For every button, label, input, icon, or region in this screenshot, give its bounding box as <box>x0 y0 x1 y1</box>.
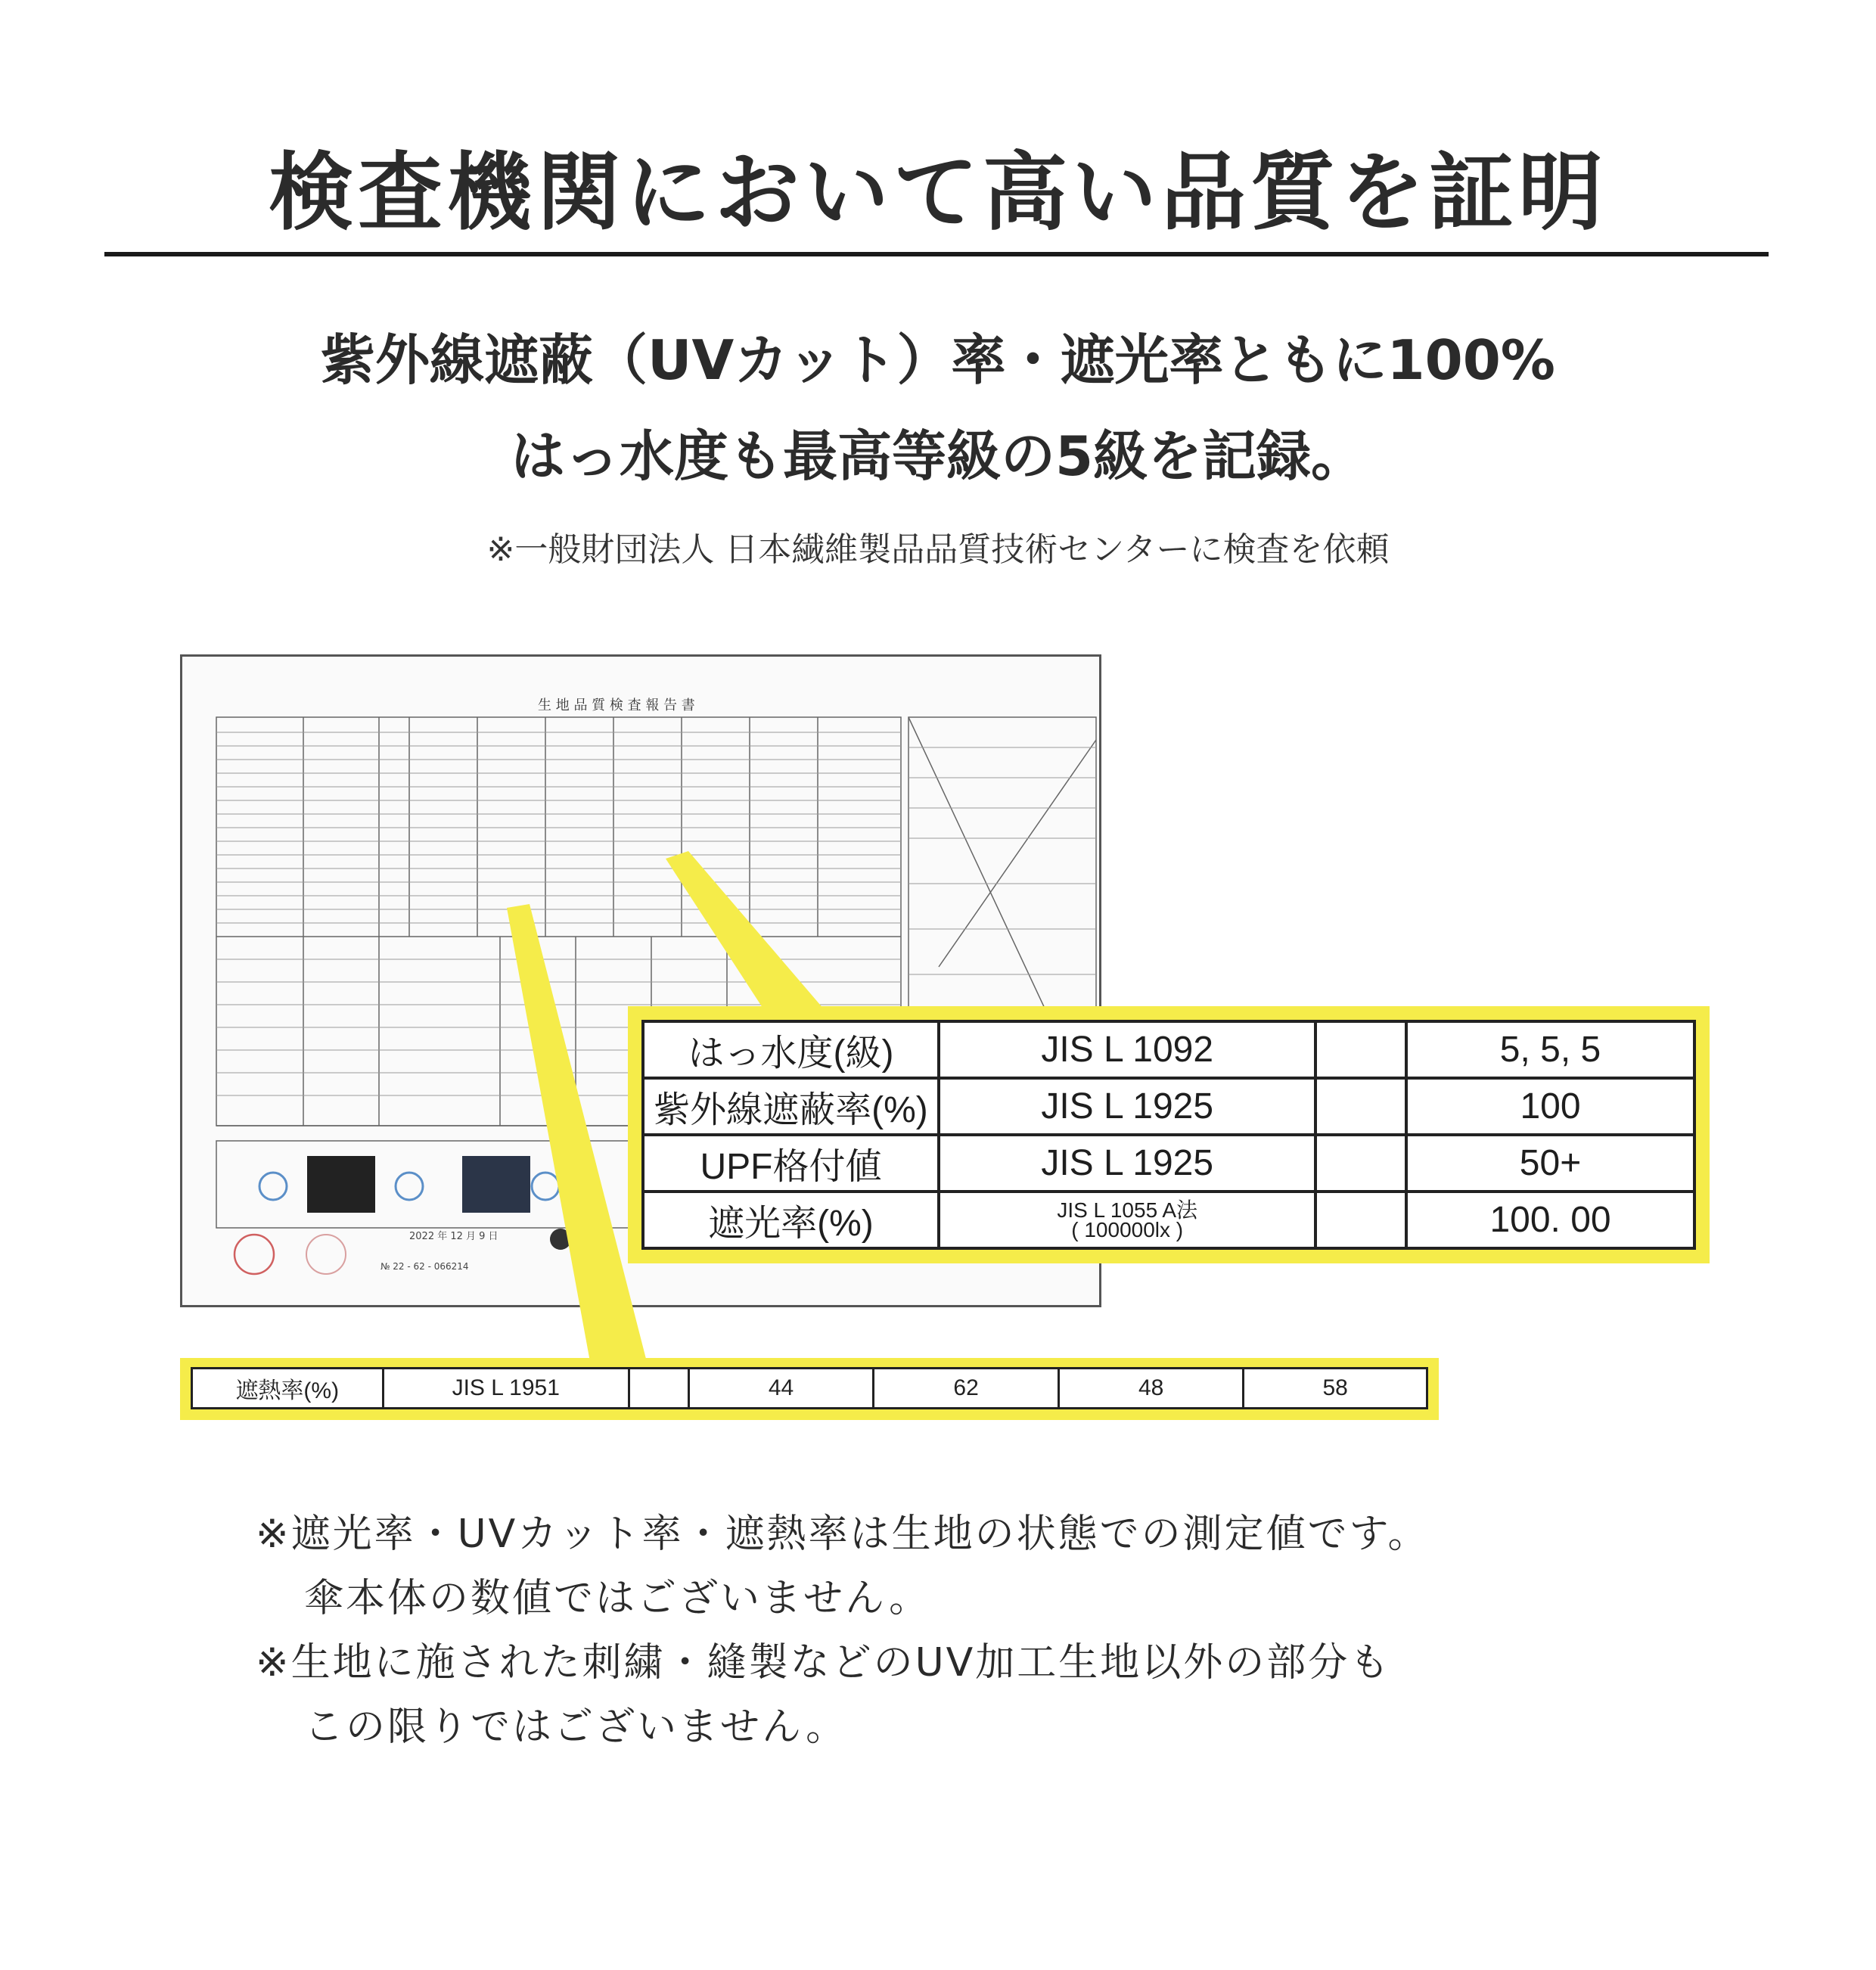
bottom-note-2: 傘本体の数値ではございません。 <box>304 1576 931 1621</box>
heat-value: 44 <box>688 1369 874 1409</box>
result-callout <box>628 1006 1710 1263</box>
report-number: № 22 - 62 - 066214 <box>380 1261 469 1272</box>
row-blank <box>1315 1192 1406 1248</box>
report-title: 生 地 品 質 検 査 報 告 書 <box>538 698 695 713</box>
row-method: JIS L 1925 <box>939 1078 1316 1135</box>
bottom-note-1: ※遮光率・UVカット率・遮熱率は生地の状態での測定値です。 <box>256 1512 1430 1557</box>
table-row <box>643 1192 1694 1248</box>
row-item: 紫外線遮蔽率(%) <box>643 1078 939 1135</box>
row-value: 5, 5, 5 <box>1406 1021 1694 1078</box>
heat-shield-table <box>191 1367 1428 1409</box>
row-item: はっ水度(級) <box>643 1021 939 1078</box>
table-row <box>643 1078 1694 1135</box>
heat-item: 遮熱率(%) <box>192 1369 384 1409</box>
heat-value: 58 <box>1244 1369 1427 1409</box>
heat-value: 62 <box>874 1369 1059 1409</box>
agency-note: ※一般財団法人 日本繊維製品品質技術センターに検査を依頼 <box>486 530 1390 569</box>
heat-value: 48 <box>1058 1369 1244 1409</box>
row-blank <box>1315 1078 1406 1135</box>
row-method: JIS L 1092 <box>939 1021 1316 1078</box>
bottom-note-3: ※生地に施された刺繍・縫製などのUV加工生地以外の部分も <box>256 1640 1392 1686</box>
row-blank <box>1315 1135 1406 1192</box>
row-item: 遮光率(%) <box>643 1192 939 1248</box>
row-value: 100. 00 <box>1406 1192 1694 1248</box>
method-line-1: JIS L 1055 A法 <box>1057 1198 1198 1222</box>
heat-method: JIS L 1951 <box>383 1369 629 1409</box>
bottom-note-4: この限りではございません。 <box>304 1704 848 1750</box>
lead-line-2: はっ水度も最高等級の5級を記録。 <box>510 424 1366 488</box>
page-title: 検査機関において高い品質を証明 <box>269 144 1607 242</box>
table-row <box>643 1135 1694 1192</box>
report-date: 2022 年 12 月 9 日 <box>409 1231 499 1242</box>
lead-line-1: 紫外線遮蔽（UVカット）率・遮光率ともに100% <box>321 328 1555 392</box>
row-method: JIS L 1925 <box>939 1135 1316 1192</box>
row-item: UPF格付値 <box>643 1135 939 1192</box>
row-method <box>939 1192 1316 1248</box>
row-value: 100 <box>1406 1078 1694 1135</box>
row-value: 50+ <box>1406 1135 1694 1192</box>
table-row <box>643 1021 1694 1078</box>
method-line-2: ( 100000lx ) <box>1071 1217 1184 1241</box>
heat-shield-callout <box>180 1358 1439 1420</box>
heat-blank <box>629 1369 688 1409</box>
table-row <box>192 1369 1427 1409</box>
result-table <box>641 1020 1696 1250</box>
row-blank <box>1315 1021 1406 1078</box>
